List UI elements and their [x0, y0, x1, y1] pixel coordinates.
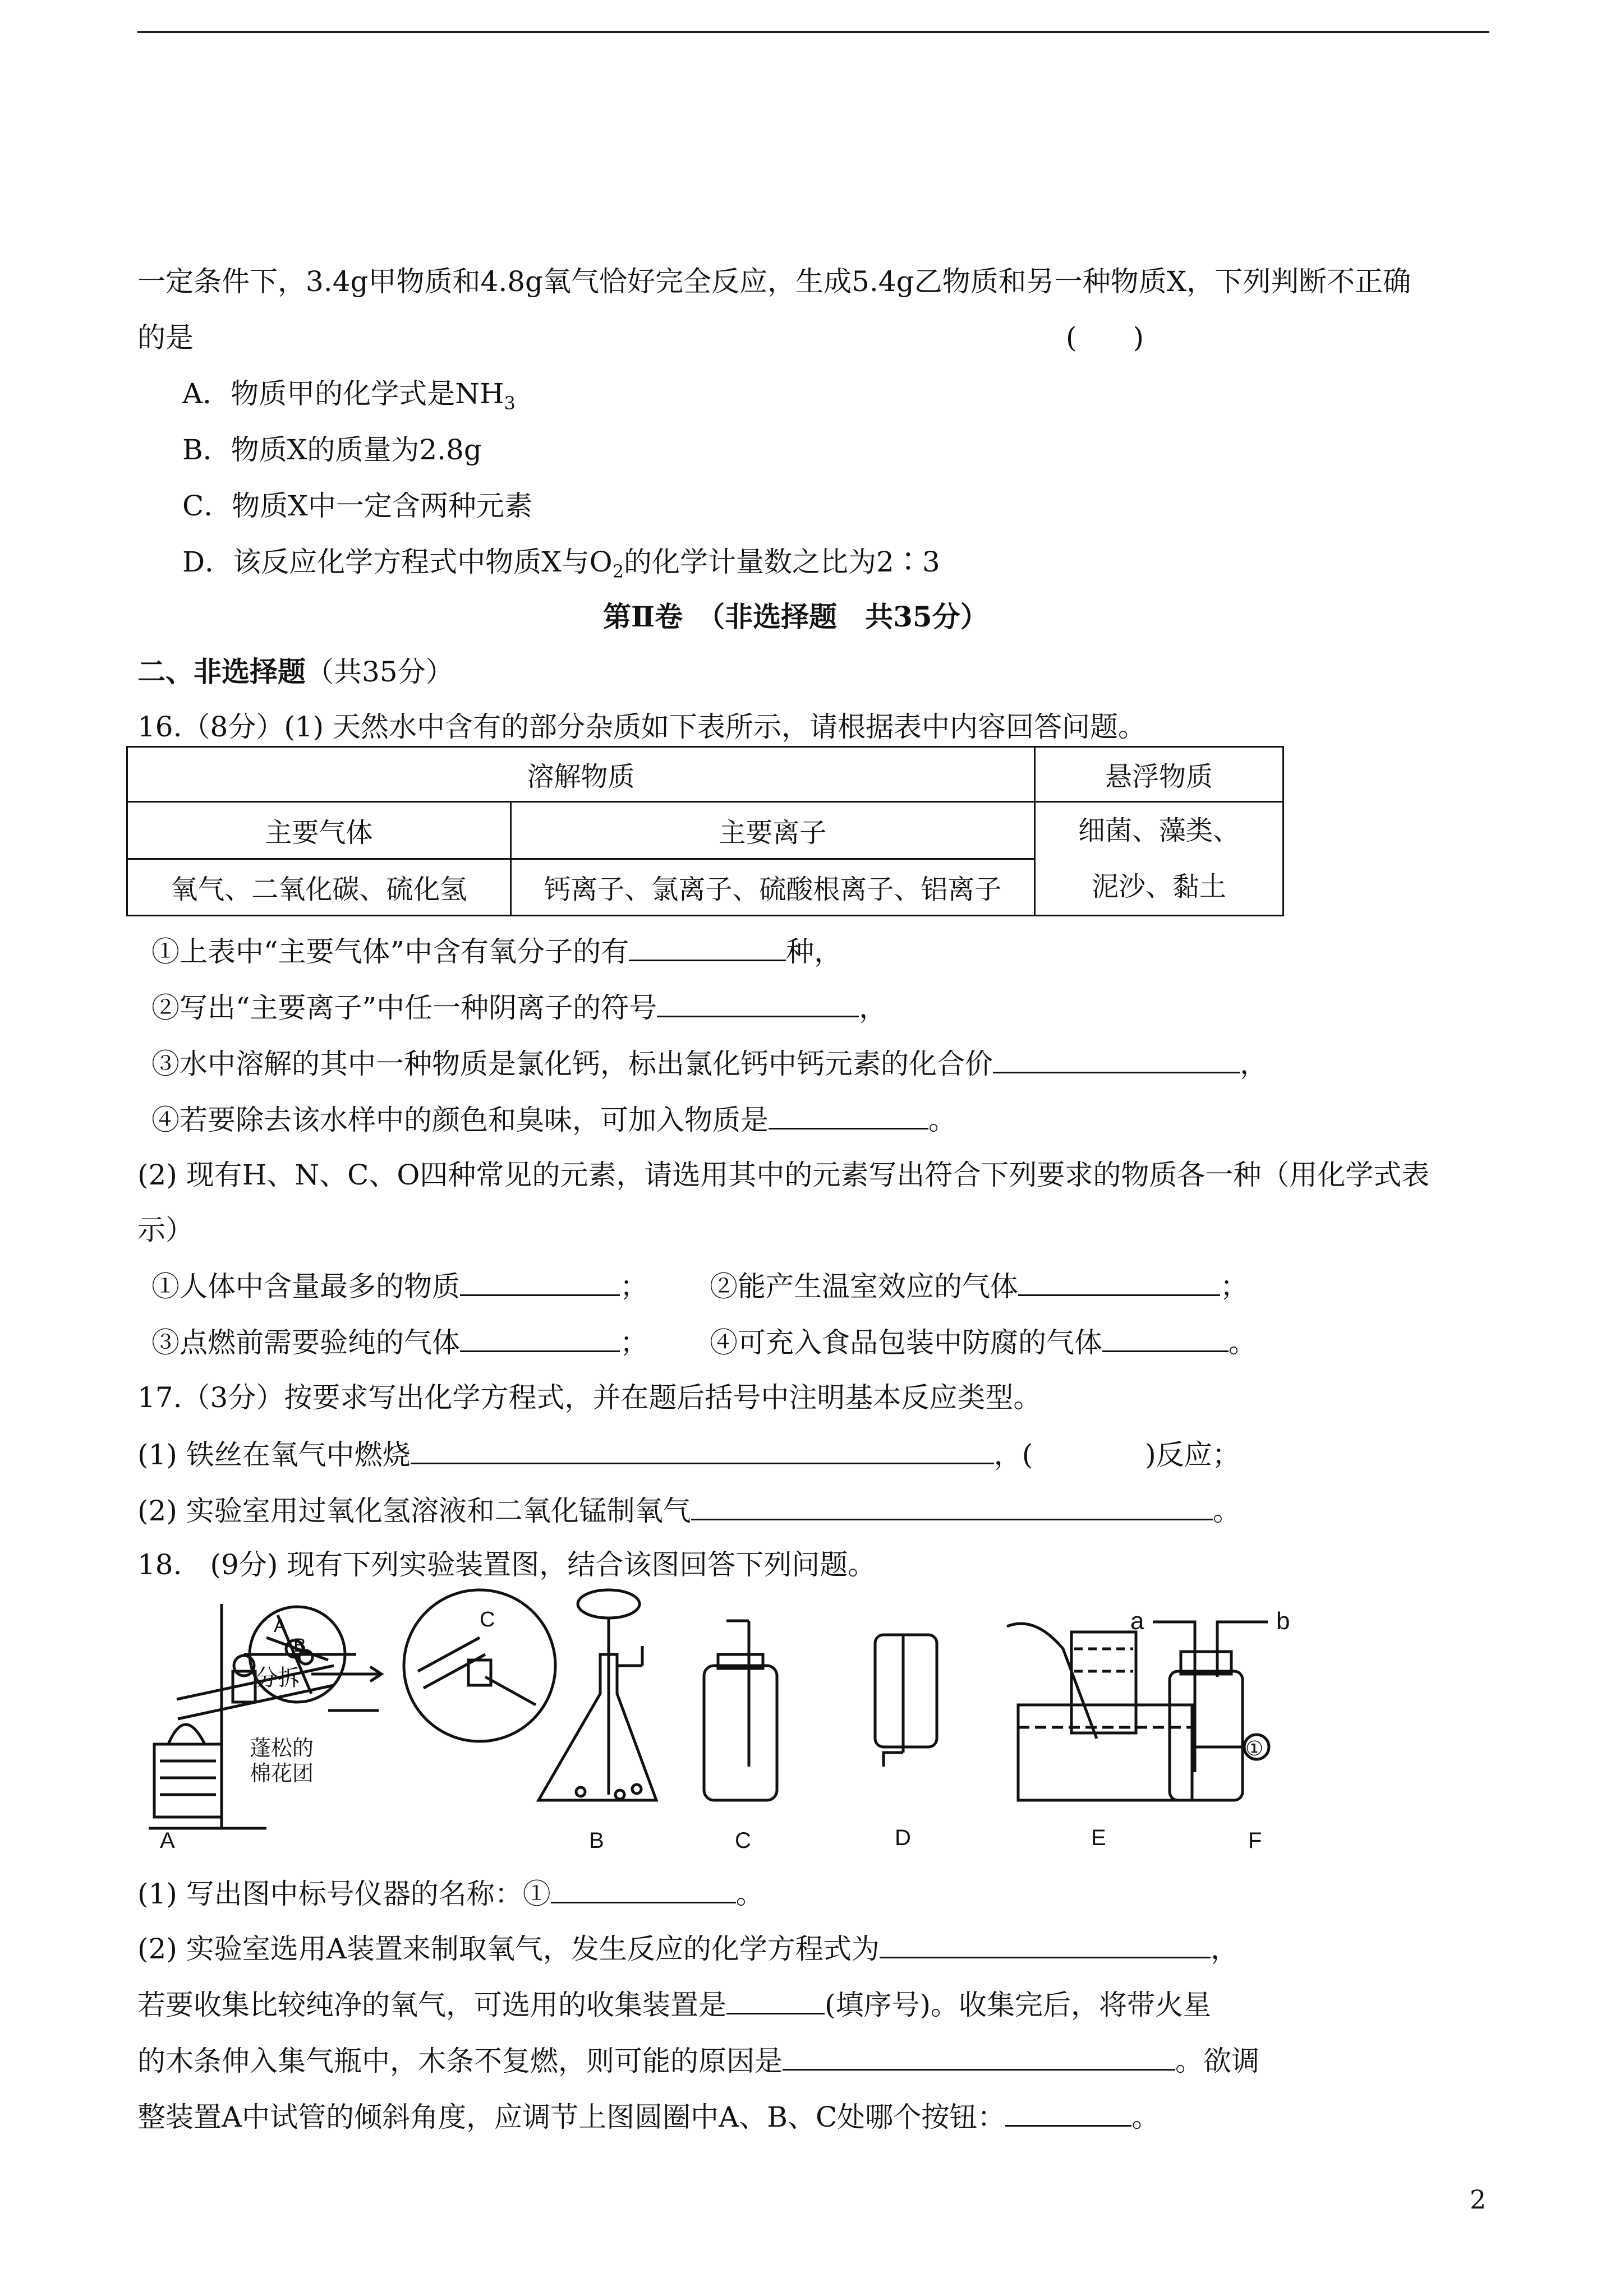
label-F: F — [1248, 1828, 1262, 1851]
answer-blank[interactable] — [629, 934, 786, 961]
gas-bottle-f — [1170, 1671, 1243, 1800]
answer-blank[interactable] — [1018, 1269, 1220, 1296]
impurities-table — [126, 746, 1284, 916]
table-cell-suspended: 细菌、藻类、 泥沙、黏土 — [1035, 802, 1283, 916]
answer-blank[interactable] — [411, 1437, 994, 1464]
answer-blank[interactable] — [460, 1325, 620, 1352]
q15-answer-paren: ( ) — [1066, 321, 1144, 354]
lab-apparatus-figure — [143, 1582, 1310, 1851]
q18-stem: 18. (9分) 现有下列实验装置图，结合该图回答下列问题。 — [137, 1548, 876, 1581]
knob-label-c: C — [480, 1608, 495, 1631]
table-header-ions: 主要离子 — [510, 802, 1034, 859]
port-label-a: a — [1130, 1607, 1144, 1635]
q16-req4: ④可充入食品包装中防腐的气体 。 — [710, 1325, 1257, 1359]
knob-label-a: A — [274, 1615, 287, 1636]
collection-bottle — [1071, 1632, 1136, 1733]
burner-base — [154, 1744, 222, 1817]
q17-item1: (1) 铁丝在氧气中燃烧 ，( )反应； — [137, 1437, 1240, 1472]
q16-sub4: ④若要除去该水样中的颜色和臭味，可加入物质是 。 — [151, 1102, 956, 1137]
table-header-gases: 主要气体 — [127, 802, 511, 859]
label-D: D — [895, 1825, 911, 1850]
q15-stem-line1: 一定条件下，3.4g甲物质和4.8g氧气恰好完全反应，生成5.4g乙物质和另一种物质X，下列判断不正确 — [137, 265, 1411, 298]
page-number: 2 — [1470, 2184, 1487, 2215]
q15-option-a: A．物质甲的化学式是$NH_3$ — [182, 377, 516, 414]
water-trough — [1018, 1705, 1192, 1800]
q15-option-b: B．物质X的质量为2.8g — [182, 434, 482, 466]
q18-part1: (1) 写出图中标号仪器的名称：① 。 — [137, 1876, 764, 1911]
cotton-label-line2: 棉花团 — [250, 1762, 314, 1786]
answer-blank[interactable] — [880, 1931, 1211, 1958]
q15-stem-line2: 的是 — [137, 321, 194, 354]
answer-blank[interactable] — [551, 1876, 736, 1903]
q15-option-c: C．物质X中一定含两种元素 — [182, 490, 532, 522]
q18-part2-line4: 整装置A中试管的倾斜角度，应调节上图圆圈中A、B、C处哪个按钮： 。 — [137, 2099, 1160, 2134]
alcohol-lamp — [168, 1725, 205, 1744]
q18-part2-line2: 若要收集比较纯净的氧气，可选用的收集装置是 (填序号)。收集完后，将带火星 — [137, 1987, 1211, 2022]
gas-bottle-c — [704, 1666, 777, 1800]
q16-sub1: ①上表中“主要气体”中含有氧分子的有 种， — [151, 934, 842, 969]
answer-blank[interactable] — [1005, 2099, 1131, 2127]
answer-blank[interactable] — [769, 1102, 928, 1129]
label-E: E — [1091, 1825, 1106, 1850]
q16-req3: ③点燃前需要验纯的气体 ； — [151, 1325, 648, 1359]
q18-part2: (2) 实验室选用A装置来制取氧气，发生反应的化学方程式为 ， — [137, 1931, 1239, 1966]
q18-part2-line3: 的木条伸入集气瓶中，木条不复燃，则可能的原因是 。欲调 — [137, 2043, 1259, 2078]
q16-part2-line2: 示） — [137, 1214, 194, 1246]
inverted-bottle-d — [875, 1635, 937, 1747]
q17-stem: 17.（3分）按要求写出化学方程式，并在题后括号中注明基本反应类型。 — [137, 1381, 1042, 1414]
answer-blank[interactable] — [993, 1046, 1240, 1073]
q16-req1: ①人体中含量最多的物质 ； — [151, 1269, 648, 1303]
label-B: B — [589, 1828, 604, 1851]
circled-marker: ① — [1245, 1737, 1264, 1760]
q16-sub3: ③水中溶解的其中一种物质是氯化钙，标出氯化钙中钙元素的化合价 ， — [151, 1046, 1268, 1081]
table-header-suspended: 悬浮物质 — [1035, 747, 1283, 802]
answer-blank[interactable] — [460, 1269, 620, 1296]
answer-blank[interactable] — [691, 1493, 1213, 1520]
q15-option-d: D．该反应化学方程式中物质X与$O_2$的化学计量数之比为2∶3 — [182, 546, 940, 582]
header-rule — [137, 31, 1489, 33]
q16-sub2: ②写出“主要离子”中任一种阴离子的符号 ， — [151, 990, 887, 1025]
answer-blank[interactable] — [1102, 1325, 1229, 1352]
table-header-dissolved: 溶解物质 — [127, 747, 1035, 802]
answer-blank[interactable] — [726, 1987, 825, 2014]
knob-label-b: B — [293, 1635, 306, 1656]
conical-flask — [539, 1654, 656, 1800]
thistle-funnel — [578, 1590, 640, 1618]
cotton-label-line1: 蓬松的 — [250, 1737, 314, 1760]
delivery-tube — [1007, 1624, 1097, 1739]
q16-req2: ②能产生温室效应的气体 ； — [710, 1269, 1248, 1303]
q17-item2: (2) 实验室用过氧化氢溶液和二氧化锰制氧气 。 — [137, 1493, 1241, 1528]
port-label-b: b — [1276, 1607, 1290, 1635]
table-cell-gases: 氧气、二氧化碳、硫化氢 — [127, 859, 511, 916]
part-heading: 二、非选择题（共35分） — [137, 655, 454, 688]
volume-title: 第Ⅱ卷 （非选择题 共35分） — [603, 600, 988, 633]
q16-part2-line1: (2) 现有H、N、C、O四种常见的元素，请选用其中的元素写出符合下列要求的物质各一种（用化学式表 — [137, 1159, 1430, 1191]
table-cell-ions: 钙离子、氯离子、硫酸根离子、铝离子 — [510, 859, 1034, 916]
label-C: C — [735, 1828, 751, 1851]
label-A: A — [160, 1828, 175, 1851]
answer-blank[interactable] — [657, 990, 859, 1017]
split-callout-label: 分拆 — [255, 1666, 300, 1690]
answer-blank[interactable] — [783, 2043, 1175, 2071]
q16-stem: 16.（8分）(1) 天然水中含有的部分杂质如下表所示，请根据表中内容回答问题。 — [137, 711, 1147, 743]
